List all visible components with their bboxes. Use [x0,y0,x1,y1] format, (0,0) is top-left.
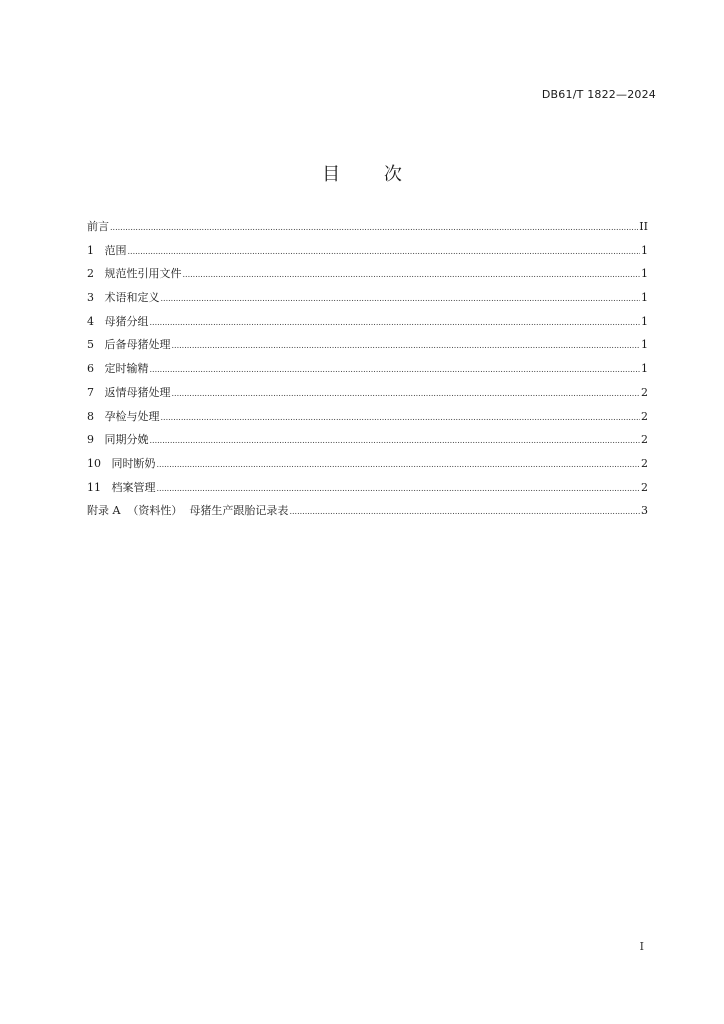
toc-entry-6[interactable] [87,362,648,386]
toc-leader-dots [157,482,641,496]
toc-entry-label: 8 孕检与处理 [87,409,160,423]
toc-entry-3[interactable] [87,291,648,315]
toc-entry-label: 6 定时输精 [87,362,149,376]
toc-entry-page: 2 [641,409,648,423]
toc-leader-dots [289,505,640,519]
toc-entry-label: 11 档案管理 [87,480,156,494]
toc-entry-page: 1 [641,291,648,305]
toc-entry-page: 1 [641,267,648,281]
toc-leader-dots [157,458,641,472]
toc-entry-page: 2 [641,456,648,470]
toc-leader-dots [110,221,638,235]
toc-leader-dots [150,316,641,330]
toc-entry-label: 1 范围 [87,243,127,257]
toc-entry-2[interactable] [87,267,648,291]
toc-entry-label: 3 术语和定义 [87,291,160,305]
toc-entry-label: 附录 A （资料性） 母猪生产跟胎记录表 [87,504,289,518]
toc-leader-dots [150,363,641,377]
toc-leader-dots [150,434,641,448]
toc-entry-label: 9 同期分娩 [87,433,149,447]
toc-entry-page: 1 [641,243,648,257]
toc-entry-label: 前言 [87,220,109,233]
toc-entry-label: 7 返情母猪处理 [87,385,171,399]
toc-entry-10[interactable] [87,457,648,481]
toc-leader-dots [161,411,641,425]
toc-entry-page: 1 [641,362,648,376]
toc-entry-page: 1 [641,338,648,352]
toc-leader-dots [128,245,641,259]
toc-title-char-1: 目 [322,164,341,185]
page-number: I [639,940,644,953]
toc-title-char-2: 次 [383,164,402,185]
toc-entry-label: 10 同时断奶 [87,456,156,470]
toc-entry-11[interactable] [87,481,648,505]
toc-leader-dots [172,339,641,353]
toc-entry-page: II [639,220,648,233]
toc-entry-label: 4 母猪分组 [87,314,149,328]
toc-entry-page: 2 [641,385,648,399]
toc-entry-label: 2 规范性引用文件 [87,267,182,281]
toc-entry-page: 2 [641,480,648,494]
toc-entry-4[interactable] [87,315,648,339]
toc-leader-dots [183,268,641,282]
toc-leader-dots [161,292,641,306]
toc-entry-7[interactable] [87,386,648,410]
toc-title [0,160,724,186]
toc-leader-dots [172,387,641,401]
toc-entry-8[interactable] [87,410,648,434]
table-of-contents [87,220,648,528]
toc-entry-foreword[interactable] [87,220,648,244]
toc-entry-5[interactable] [87,338,648,362]
toc-entry-page: 2 [641,433,648,447]
toc-entry-page: 3 [641,504,648,518]
toc-entry-1[interactable] [87,244,648,268]
toc-entry-label: 5 后备母猪处理 [87,338,171,352]
standard-code: DB61/T 1822—2024 [541,88,656,101]
toc-entry-9[interactable] [87,433,648,457]
toc-entry-page: 1 [641,314,648,328]
toc-entry-appendix-a[interactable] [87,504,648,528]
